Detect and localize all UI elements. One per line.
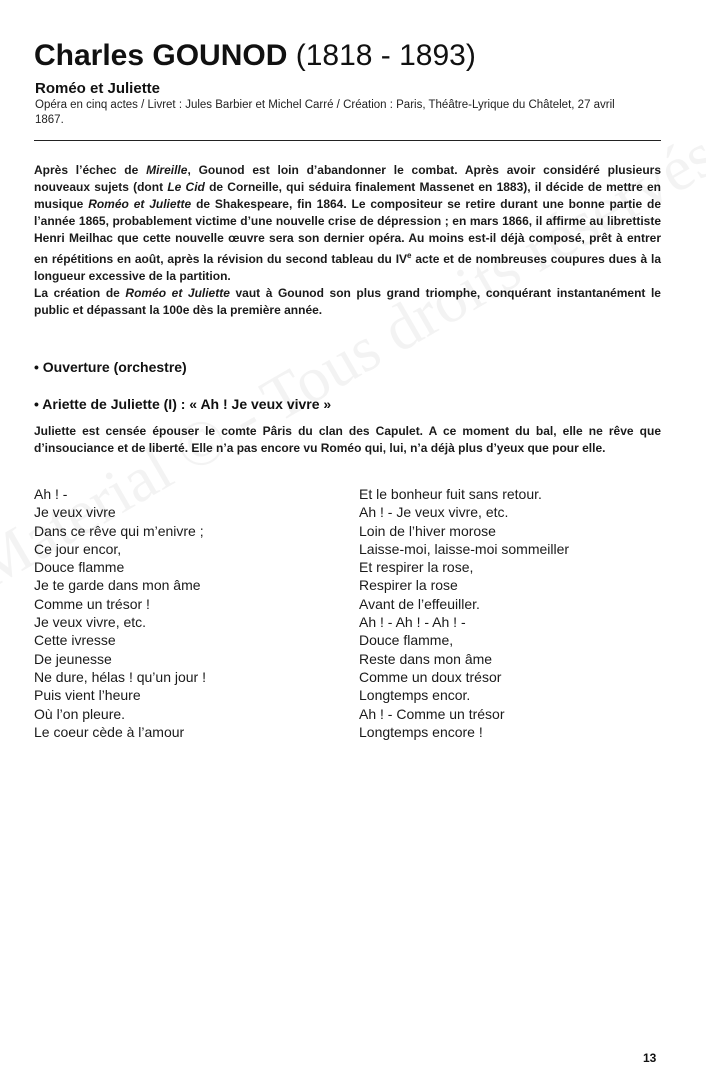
- lyric-line: Douce flamme: [34, 559, 125, 576]
- composer-name: Charles GOUNOD: [34, 39, 288, 72]
- lyric-line: Ne dure, hélas ! qu’un jour !: [34, 668, 206, 685]
- intro-text: [34, 162, 661, 319]
- lyric-line: Loin de l’hiver morose: [359, 522, 496, 539]
- lyric-line: Comme un trésor !: [34, 595, 150, 612]
- lyric-line: Laisse-moi, laisse-moi sommeiller: [359, 540, 570, 557]
- composer-dates: (1818 - 1893): [295, 39, 476, 72]
- work-title: Roméo et Juliette: [35, 80, 161, 97]
- lyrics-right-column: [359, 485, 569, 741]
- lyric-line: Reste dans mon âme: [359, 650, 493, 667]
- intro-paragraph-1: Après l’échec de Mireille, Gounod est loin d’abandonner le combat. Après avoir considéré plusieurs nouveaux sujets (dont Le Cid de Corneille, qui séduira finalement Massenet en 1883), il décide de mettre en musique Roméo et Juliette de Shakespeare, fin 1864. Le compositeur se retire durant une bonne partie de l’année 1865, probablement victime d’une nouvelle crise de dépression ; en mars 1866, il affirme au librettiste Henri Meilhac que cette nouvelle œuvre sera son dernier opéra. Au moins est-il déjà composé, prêt à entrer en répétitions en août, après la révision du second tableau du IVe acte et de nombreuses coupures dues à la longueur excessive de la partition.: [34, 163, 662, 283]
- intro-paragraph-2: La création de Roméo et Juliette vaut à Gounod son plus grand triomphe, conquérant instantanément le public et dépassant la 100e dès la première année.: [34, 286, 661, 317]
- lyric-line: Où l’on pleure.: [34, 705, 126, 722]
- ariette-description: Juliette est censée épouser le comte Pâris du clan des Capulet. A ce moment du bal, elle ne rêve que d’insouciance et de liberté. Elle n’a pas encore vu Roméo qui, lui, n’a déjà plus d’yeux que pour elle.: [34, 424, 661, 455]
- lyric-line: Ah ! -: [34, 486, 68, 502]
- lyric-line: Ce jour encor,: [34, 540, 122, 557]
- lyric-line: Ah ! - Comme un trésor: [359, 705, 505, 722]
- lyric-line: Je te garde dans mon âme: [34, 577, 201, 594]
- lyric-line: De jeunesse: [34, 650, 112, 667]
- lyric-line: Dans ce rêve qui m’enivre ;: [34, 522, 204, 539]
- lyrics-left-column: [34, 485, 206, 741]
- work-credits: Opéra en cinq actes / Livret : Jules Barbier et Michel Carré / Création : Paris, Théâtre-Lyrique du Châtelet, 27 avril 1867.: [35, 99, 615, 126]
- page-title: [34, 38, 476, 74]
- lyric-line: Ah ! - Ah ! - Ah ! -: [359, 614, 466, 631]
- lyric-line: Je veux vivre, etc.: [34, 614, 147, 631]
- lyric-line: Douce flamme,: [359, 632, 454, 649]
- lyric-line: Et respirer la rose,: [359, 559, 474, 576]
- lyric-line: Avant de l’effeuiller.: [359, 595, 480, 612]
- lyric-line: Comme un doux trésor: [359, 668, 502, 685]
- lyric-line: Longtemps encor.: [359, 687, 471, 704]
- section-heading-ariette: • Ariette de Juliette (I) : « Ah ! Je veux vivre »: [34, 396, 332, 412]
- lyric-line: Longtemps encore !: [359, 723, 483, 740]
- header-divider: [34, 140, 661, 141]
- lyric-line: Ah ! - Je veux vivre, etc.: [359, 504, 509, 521]
- lyric-line: Puis vient l’heure: [34, 687, 141, 704]
- section-heading-overture: • Ouverture (orchestre): [34, 359, 187, 375]
- lyric-line: Je veux vivre: [34, 504, 116, 521]
- lyric-line: Cette ivresse: [34, 632, 116, 649]
- lyric-line: Et le bonheur fuit sans retour.: [359, 486, 542, 502]
- lyric-line: Respirer la rose: [359, 577, 458, 594]
- lyric-line: Le coeur cède à l’amour: [34, 723, 185, 740]
- page-number: 13: [643, 1051, 657, 1065]
